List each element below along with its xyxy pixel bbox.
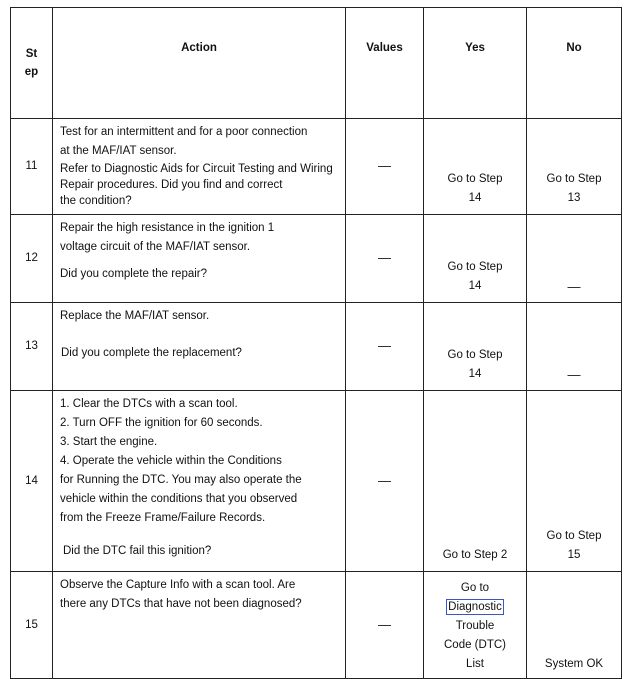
yes-line: List [466,658,484,670]
action-line: from the Freeze Frame/Failure Records. [60,512,266,524]
values-cell [346,391,424,572]
no-dash: — [567,279,581,294]
no-cell [527,572,622,679]
action-line: Replace the MAF/IAT sensor. [60,310,210,322]
diagnostic-link[interactable]: Diagnostic [448,601,502,613]
table-row [11,303,622,391]
diagnostic-steps-table [10,7,622,679]
no-cell [527,391,622,572]
yes-line: Code (DTC) [444,639,506,651]
header-step [11,8,53,119]
yes-line: 14 [468,280,482,292]
yes-line: Go to [460,582,490,594]
yes-line: Go to Step [447,349,503,361]
action-cell [53,215,346,303]
yes-cell [424,215,527,303]
values-cell [346,119,424,215]
action-line: at the MAF/IAT sensor. [60,145,177,157]
values-cell [346,303,424,391]
step-number: 11 [11,119,53,215]
action-cell [53,303,346,391]
table-row [11,215,622,303]
action-line: Repair procedures. Did you find and correct [60,179,283,191]
yes-cell [424,119,527,215]
action-cell [53,391,346,572]
no-cell [527,303,622,391]
values-cell [346,215,424,303]
yes-cell [424,391,527,572]
values-dash: — [378,338,391,353]
step-number: 14 [11,391,53,572]
step-number: 12 [11,215,53,303]
yes-line: 14 [468,368,482,380]
action-line: Test for an intermittent and for a poor connection [60,126,308,138]
action-line: Repair the high resistance in the ignition 1 [60,222,275,234]
values-dash: — [378,158,391,173]
yes-line: Trouble [455,620,495,632]
action-line: Did the DTC fail this ignition? [63,545,212,557]
yes-cell [424,303,527,391]
header-row [11,8,622,119]
action-line: Did you complete the repair? [60,268,208,280]
action-cell [53,572,346,679]
table-row [11,572,622,679]
yes-line: 14 [468,192,482,204]
action-cell [53,119,346,215]
step-number: 13 [11,303,53,391]
yes-line: Go to Step [447,261,503,273]
action-line: Did you complete the replacement? [61,347,242,359]
header-action: Action [53,8,346,119]
no-line: 13 [567,192,581,204]
yes-cell [424,572,527,679]
action-line: 2. Turn OFF the ignition for 60 seconds. [60,417,263,429]
action-line: 3. Start the engine. [60,436,158,448]
header-values: Values [346,8,424,119]
action-line: voltage circuit of the MAF/IAT sensor. [60,241,251,253]
action-line: vehicle within the conditions that you observed [60,493,298,505]
header-step-part: St [25,48,38,60]
yes-line: Go to Step [447,173,503,185]
action-line: Observe the Capture Info with a scan tool. Are [60,579,296,591]
action-line: Refer to Diagnostic Aids for Circuit Testing and Wiring [60,163,333,175]
no-line: System OK [544,658,604,670]
action-line: the condition? [60,195,132,207]
no-cell [527,119,622,215]
yes-line: Go to Step 2 [442,549,508,561]
diagnostic-table-container [10,7,621,670]
table-row [11,391,622,572]
table-row [11,119,622,215]
action-line: for Running the DTC. You may also operate the [60,474,302,486]
action-line: 4. Operate the vehicle within the Conditions [60,455,282,467]
header-step-part: ep [24,66,39,78]
values-cell [346,572,424,679]
values-dash: — [378,472,391,488]
header-yes: Yes [424,8,527,119]
values-dash: — [378,250,391,265]
values-dash: — [378,616,391,632]
action-line: there any DTCs that have not been diagnosed? [60,598,302,610]
step-number: 15 [11,572,53,679]
no-line: Go to Step [546,530,602,542]
action-line: 1. Clear the DTCs with a scan tool. [60,398,238,410]
no-line: Go to Step [546,173,602,185]
header-no: No [527,8,622,119]
no-line: 15 [567,549,581,561]
no-dash: — [567,367,581,382]
no-cell [527,215,622,303]
